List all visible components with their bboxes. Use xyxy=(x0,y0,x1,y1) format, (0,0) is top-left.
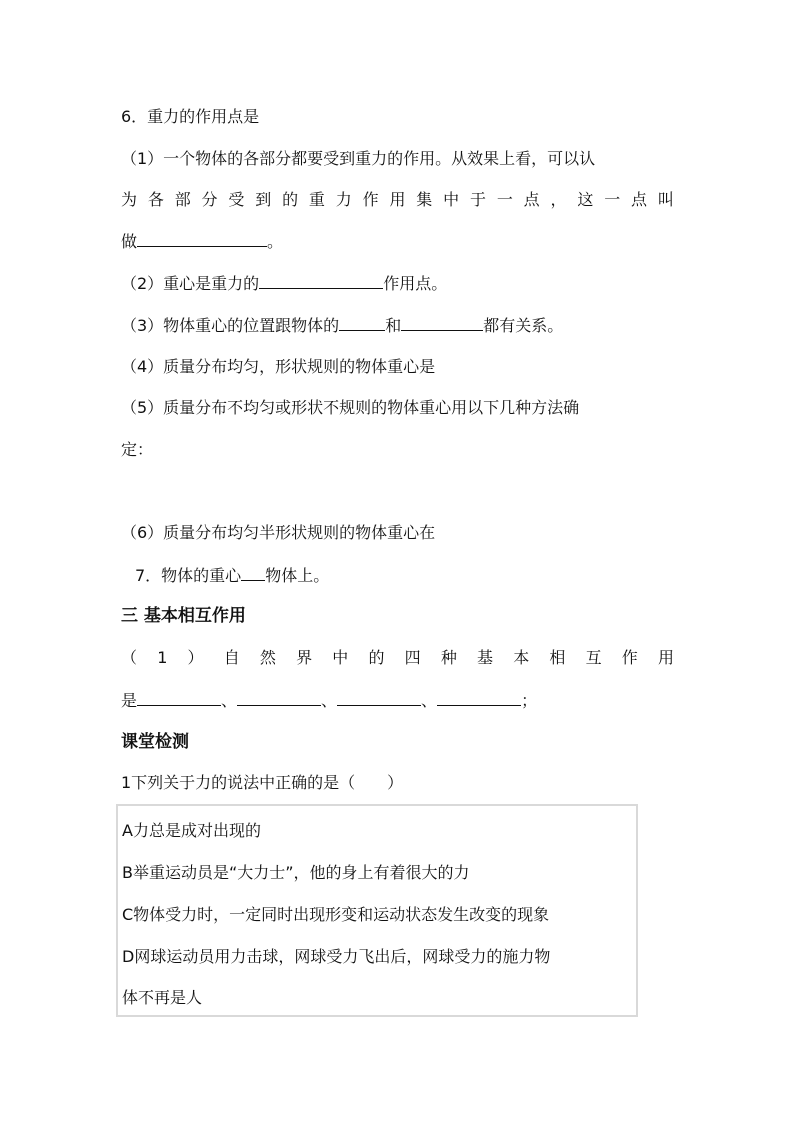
q6-title: 6．重力的作用点是 xyxy=(121,107,260,126)
fill-blank[interactable] xyxy=(259,273,383,289)
text: 物体上。 xyxy=(265,566,330,585)
quiz-question: 1下列关于力的说法中正确的是（ ） xyxy=(121,773,404,792)
char: 1 xyxy=(157,648,168,667)
fill-blank[interactable] xyxy=(401,315,483,331)
char: 相 xyxy=(549,648,566,667)
char: 为 xyxy=(121,190,138,209)
fill-blank[interactable] xyxy=(337,690,421,706)
char: 各 xyxy=(147,190,164,209)
fill-blank[interactable] xyxy=(437,690,521,706)
char: 互 xyxy=(585,648,602,667)
char: 点 xyxy=(631,190,648,209)
char: 一 xyxy=(496,190,513,209)
option-d-continued: 体不再是人 xyxy=(122,988,203,1007)
char: 基 xyxy=(477,648,494,667)
q6-p3 xyxy=(121,315,563,336)
option-b[interactable]: B举重运动员是“大力士”，他的身上有着很大的力 xyxy=(122,863,470,882)
text: 作用点。 xyxy=(383,274,448,293)
option-a[interactable]: A力总是成对出现的 xyxy=(122,821,261,840)
char: 的 xyxy=(282,190,299,209)
separator: 、 xyxy=(221,691,238,710)
text: （2）重心是重力的 xyxy=(121,274,260,293)
char: （ xyxy=(121,648,138,667)
separator: 、 xyxy=(421,691,438,710)
option-d[interactable]: D网球运动员用力击球，网球受力飞出后，网球受力的施力物 xyxy=(122,947,551,966)
text: 是 xyxy=(121,691,138,710)
char: 界 xyxy=(296,648,313,667)
char: 分 xyxy=(201,190,218,209)
char: ， xyxy=(550,190,567,209)
char: 中 xyxy=(332,648,349,667)
terminator: ； xyxy=(521,691,538,710)
char: 到 xyxy=(255,190,272,209)
section3-heading: 三 基本相互作用 xyxy=(121,606,246,626)
char: 用 xyxy=(657,648,674,667)
text: 7．物体的重心 xyxy=(135,566,242,585)
char: 受 xyxy=(228,190,245,209)
q6-p1-line2 xyxy=(121,190,674,210)
q6-p4: （4）质量分布均匀，形状规则的物体重心是 xyxy=(121,357,436,376)
char: 然 xyxy=(259,648,276,667)
q6-p5-line2: 定： xyxy=(121,440,154,459)
char: 这 xyxy=(577,190,594,209)
char: 作 xyxy=(362,190,379,209)
char: 自 xyxy=(223,648,240,667)
fill-blank[interactable] xyxy=(137,231,267,247)
char: 四 xyxy=(404,648,421,667)
char: 本 xyxy=(513,648,530,667)
char: ） xyxy=(187,648,204,667)
char: 用 xyxy=(389,190,406,209)
text: 做 xyxy=(121,232,138,251)
q6-p1-line3 xyxy=(121,231,283,252)
section3-line1 xyxy=(121,648,674,668)
char: 点 xyxy=(523,190,540,209)
text: 和 xyxy=(385,316,402,335)
char: 部 xyxy=(174,190,191,209)
q6-p1-line1: （1）一个物体的各部分都要受到重力的作用。从效果上看，可以认 xyxy=(121,149,596,168)
fill-blank[interactable] xyxy=(241,565,265,581)
text: （3）物体重心的位置跟物体的 xyxy=(121,316,340,335)
options-box xyxy=(116,804,638,1017)
q6-p6: （6）质量分布均匀半形状规则的物体重心在 xyxy=(121,523,436,542)
q6-p5-line1: （5）质量分布不均匀或形状不规则的物体重心用以下几种方法确 xyxy=(121,398,580,417)
q7 xyxy=(135,565,329,586)
fill-blank[interactable] xyxy=(237,690,321,706)
text: 都有关系。 xyxy=(483,316,564,335)
char: 叫 xyxy=(657,190,674,209)
fill-blank[interactable] xyxy=(137,690,221,706)
char: 一 xyxy=(604,190,621,209)
char: 的 xyxy=(368,648,385,667)
text: 。 xyxy=(267,232,284,251)
fill-blank[interactable] xyxy=(339,315,385,331)
option-c[interactable]: C物体受力时，一定同时出现形变和运动状态发生改变的现象 xyxy=(122,905,550,924)
char: 集 xyxy=(416,190,433,209)
section3-line2 xyxy=(121,690,537,711)
char: 种 xyxy=(440,648,457,667)
char: 中 xyxy=(443,190,460,209)
char: 力 xyxy=(335,190,352,209)
quiz-heading: 课堂检测 xyxy=(121,732,189,752)
char: 作 xyxy=(621,648,638,667)
separator: 、 xyxy=(321,691,338,710)
q6-p2 xyxy=(121,273,447,294)
char: 于 xyxy=(469,190,486,209)
char: 重 xyxy=(308,190,325,209)
